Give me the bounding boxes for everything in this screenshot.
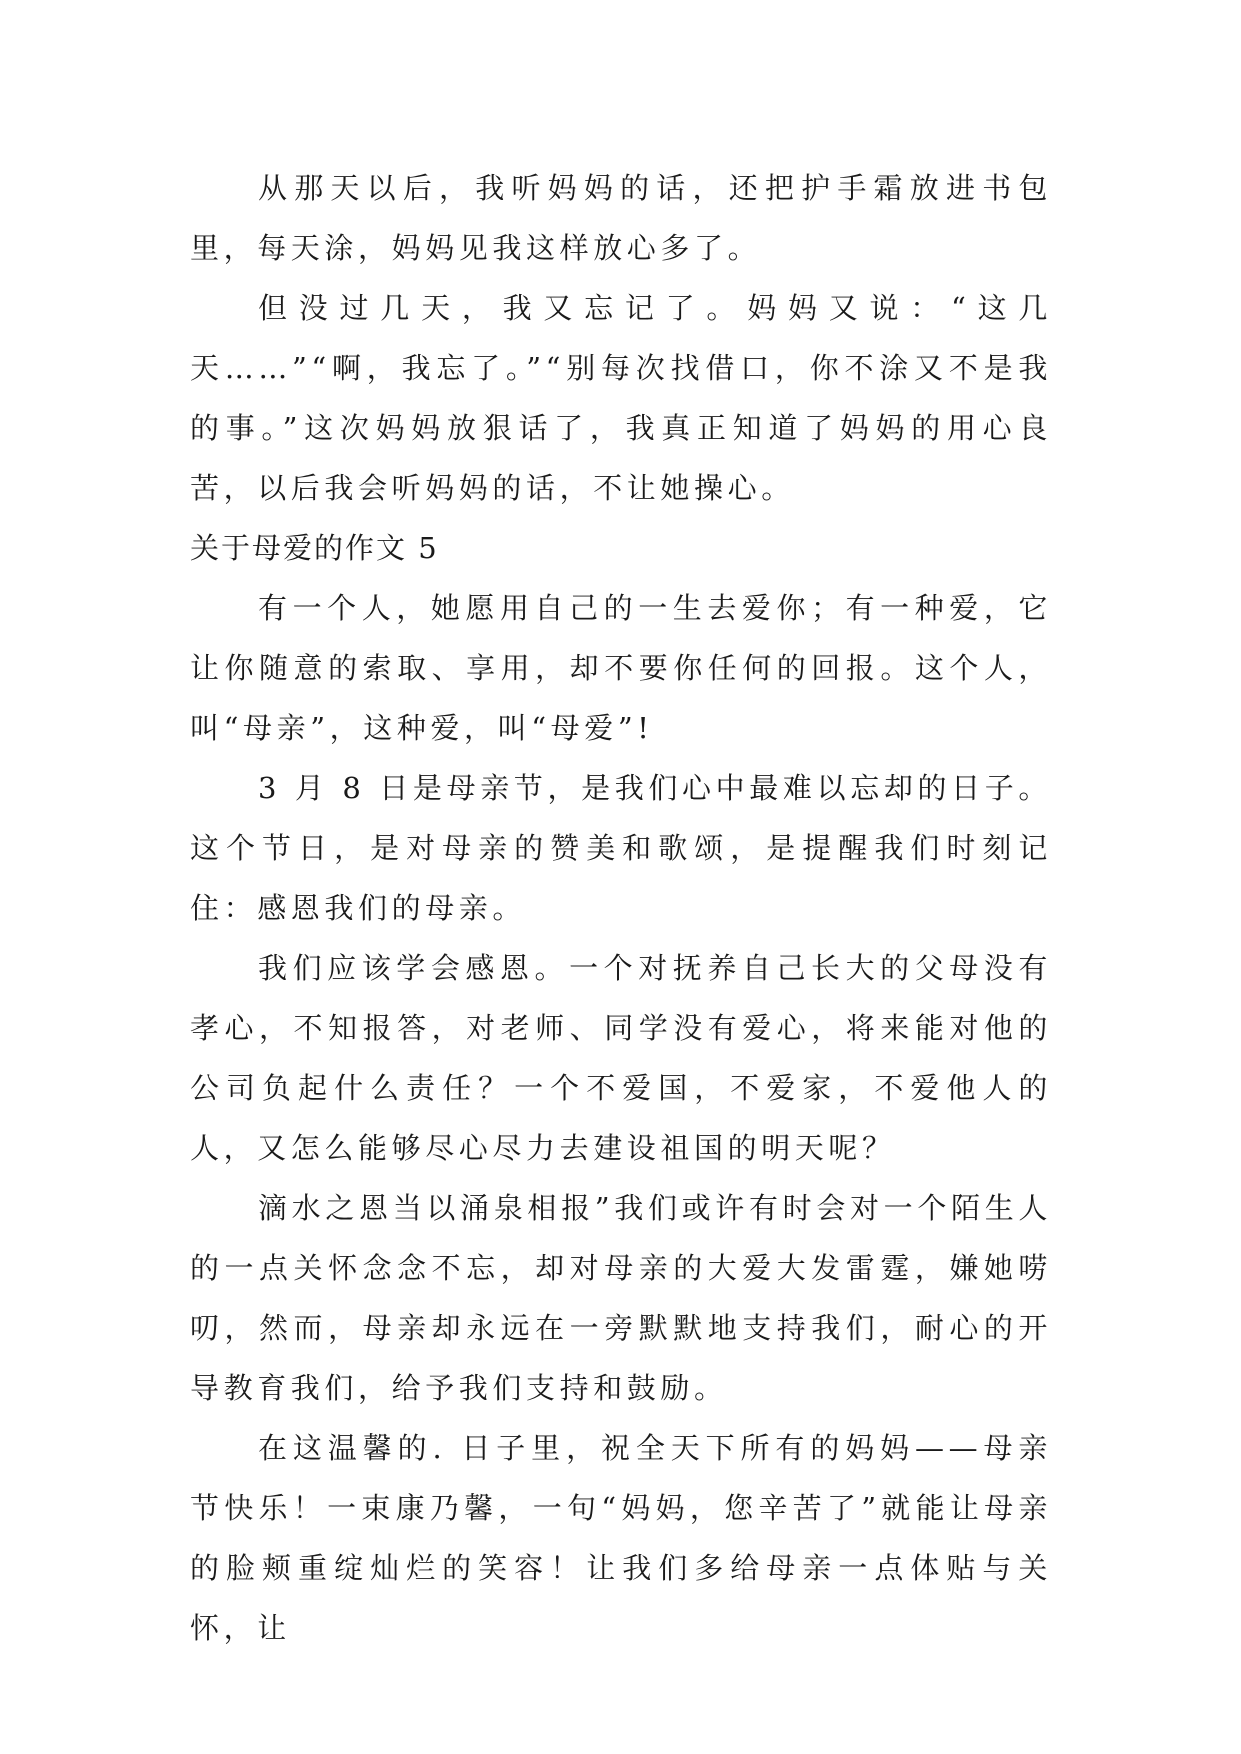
paragraph-6: 滴水之恩当以涌泉相报”我们或许有时会对一个陌生人的一点关怀念念不忘，却对母亲的大爱大发雷霆，嫌她唠叨，然而，母亲却永远在一旁默默地支持我们，耐心的开导教育我们，给予我们支持和鼓励。 — [190, 1191, 1052, 1405]
paragraph-4: 3 月 8 日是母亲节，是我们心中最难以忘却的日子。这个节日，是对母亲的赞美和歌颂，是提醒我们时刻记住：感恩我们的母亲。 — [190, 771, 1052, 925]
paragraph-7: 在这温馨的. 日子里，祝全天下所有的妈妈——母亲节快乐！一束康乃馨，一句“妈妈，您辛苦了”就能让母亲的脸颊重绽灿烂的笑容！让我们多给母亲一点体贴与关怀，让 — [190, 1431, 1052, 1645]
paragraph-3: 有一个人，她愿用自己的一生去爱你；有一种爱，它让你随意的索取、享用，却不要你任何的回报。这个人，叫“母亲”，这种爱，叫“母爱”! — [190, 591, 1052, 745]
essay-heading: 关于母爱的作文 5 — [190, 531, 439, 565]
paragraph-1: 从那天以后，我听妈妈的话，还把护手霜放进书包里，每天涂，妈妈见我这样放心多了。 — [190, 171, 1052, 265]
paragraph-5: 我们应该学会感恩。一个对抚养自己长大的父母没有孝心，不知报答，对老师、同学没有爱心，将来能对他的公司负起什么责任？一个不爱国，不爱家，不爱他人的人，又怎么能够尽心尽力去建设祖国的明天呢？ — [190, 951, 1052, 1165]
document-page — [190, 158, 1052, 1658]
paragraph-2: 但没过几天，我又忘记了。妈妈又说：“这几天……”“啊，我忘了。”“别每次找借口，你不涂又不是我的事。”这次妈妈放狠话了，我真正知道了妈妈的用心良苦，以后我会听妈妈的话，不让她操心。 — [190, 291, 1052, 505]
